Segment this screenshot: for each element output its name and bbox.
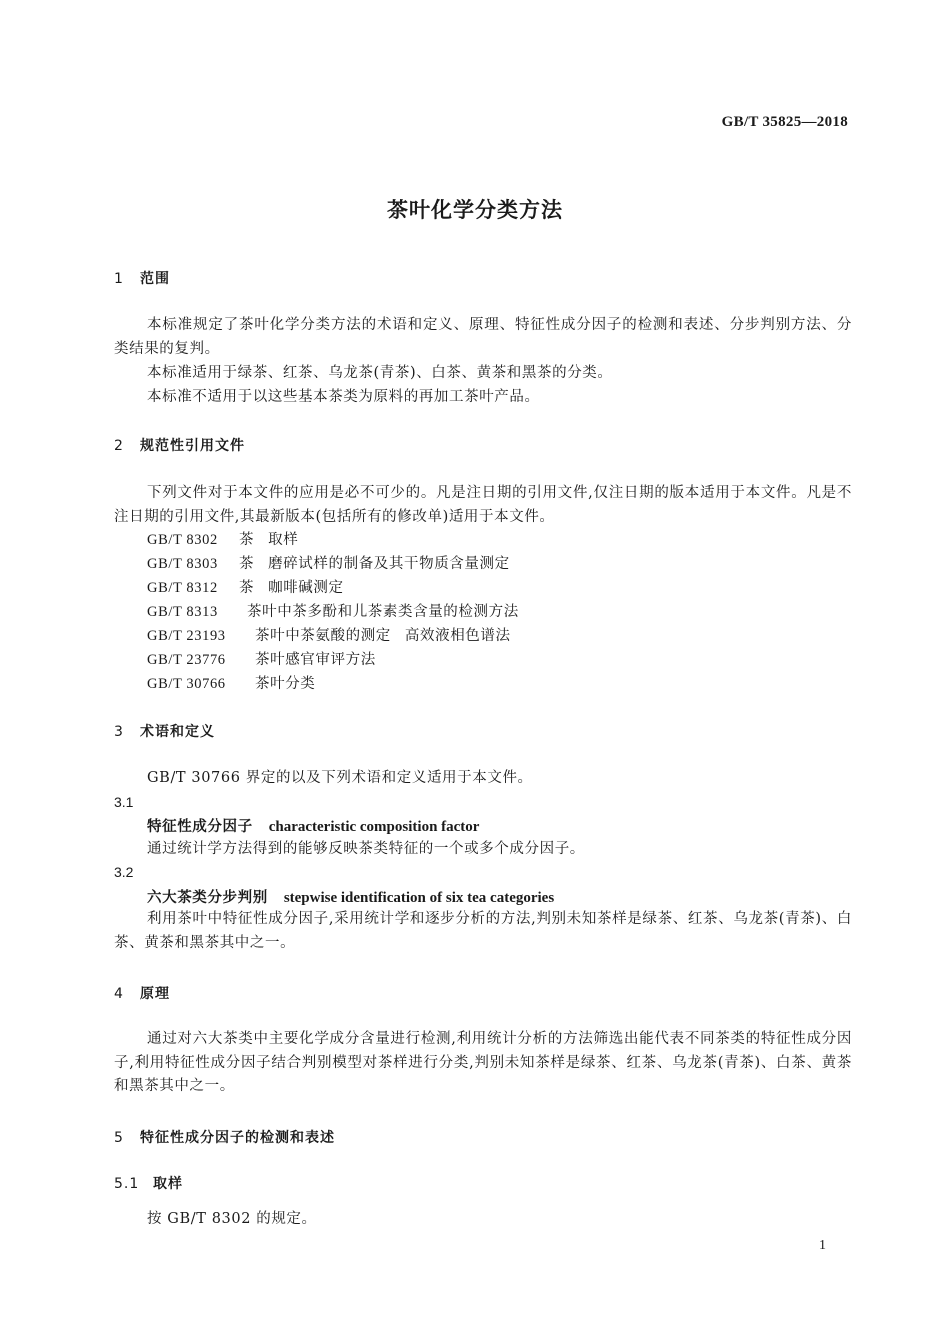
reference-title: 茶叶分类 <box>255 676 316 692</box>
section-1-number: 1 <box>114 271 124 287</box>
subsection-5-1-text: 按 GB/T 8302 的规定。 <box>147 1211 317 1227</box>
section-1-heading <box>114 268 170 288</box>
reference-code: GB/T 8312 <box>147 580 218 596</box>
reference-code: GB/T 8303 <box>147 556 218 572</box>
reference-item <box>147 528 298 549</box>
reference-title: 茶 磨碎试样的制备及其干物质含量测定 <box>239 556 510 572</box>
section-5-number: 5 <box>114 1130 124 1146</box>
reference-title: 茶叶中茶多酚和儿茶素类含量的检测方法 <box>247 604 519 620</box>
section-4-title: 原理 <box>140 986 170 1002</box>
reference-code: GB/T 8313 <box>147 604 218 620</box>
reference-item <box>147 624 511 645</box>
section-2-title: 规范性引用文件 <box>140 438 245 454</box>
term-english: characteristic composition factor <box>268 819 480 835</box>
section-3-title: 术语和定义 <box>140 724 215 740</box>
reference-title: 茶 取样 <box>239 532 299 548</box>
section-2-number: 2 <box>114 438 124 454</box>
reference-title: 茶叶中茶氨酸的测定 高效液相色谱法 <box>255 628 511 644</box>
term-chinese: 特征性成分因子 <box>147 819 253 835</box>
reference-code: GB/T 8302 <box>147 532 218 548</box>
term-chinese: 六大茶类分步判别 <box>147 890 268 906</box>
section-4-heading <box>114 983 170 1003</box>
term-number: 3.2 <box>114 864 134 880</box>
reference-code: GB/T 23776 <box>147 652 226 668</box>
section-2-intro: 下列文件对于本文件的应用是必不可少的。凡是注日期的引用文件,仅注日期的版本适用于本文件。凡是不注日期的引用文件,其最新版本(包括所有的修改单)适用于本文件。 <box>114 485 852 525</box>
section-1-paragraph-2: 本标准适用于绿茶、红茶、乌龙茶(青茶)、白茶、黄茶和黑茶的分类。 <box>147 365 613 381</box>
term-definition: 利用茶叶中特征性成分因子,采用统计学和逐步分析的方法,判别未知茶样是绿茶、红茶、乌龙茶(青茶)、白茶、黄茶和黑茶其中之一。 <box>114 911 852 951</box>
reference-item <box>147 672 315 693</box>
reference-item <box>147 576 344 597</box>
term-heading <box>147 886 554 907</box>
section-5-heading <box>114 1127 335 1147</box>
section-1-paragraph-1: 本标准规定了茶叶化学分类方法的术语和定义、原理、特征性成分因子的检测和表述、分步判别方法、分类结果的复判。 <box>114 317 852 357</box>
reference-code: GB/T 23193 <box>147 628 226 644</box>
section-4-number: 4 <box>114 986 124 1002</box>
subsection-5-1-number: 5.1 <box>114 1176 140 1192</box>
reference-title: 茶叶感官审评方法 <box>255 652 376 668</box>
document-title: 茶叶化学分类方法 <box>387 198 563 222</box>
section-3-number: 3 <box>114 724 124 740</box>
section-4-paragraph: 通过对六大茶类中主要化学成分含量进行检测,利用统计分析的方法筛选出能代表不同茶类的特征性成分因子,利用特征性成分因子结合判别模型对茶样进行分类,判别未知茶样是绿茶、红茶、乌龙茶(青茶)、白茶、黄茶和黑茶其中之一。 <box>114 1031 852 1094</box>
reference-code: GB/T 30766 <box>147 676 226 692</box>
standard-code: GB/T 35825—2018 <box>721 114 848 130</box>
reference-item <box>147 648 376 669</box>
section-5-title: 特征性成分因子的检测和表述 <box>140 1130 335 1146</box>
section-3-intro: GB/T 30766 界定的以及下列术语和定义适用于本文件。 <box>147 770 533 786</box>
subsection-5-1-title: 取样 <box>153 1176 183 1192</box>
term-definition: 通过统计学方法得到的能够反映茶类特征的一个或多个成分因子。 <box>147 841 585 857</box>
section-1-paragraph-3: 本标准不适用于以这些基本茶类为原料的再加工茶叶产品。 <box>147 389 540 405</box>
reference-title: 茶 咖啡碱测定 <box>239 580 344 596</box>
term-english: stepwise identification of six tea categories <box>283 890 555 906</box>
reference-item <box>147 552 510 573</box>
reference-item <box>147 600 519 621</box>
subsection-5-1-heading <box>114 1173 183 1193</box>
page-number: 1 <box>819 1238 826 1253</box>
term-heading <box>147 815 479 836</box>
section-2-heading <box>114 435 245 455</box>
term-number: 3.1 <box>114 794 134 810</box>
section-1-title: 范围 <box>140 271 170 287</box>
section-3-heading <box>114 721 215 741</box>
